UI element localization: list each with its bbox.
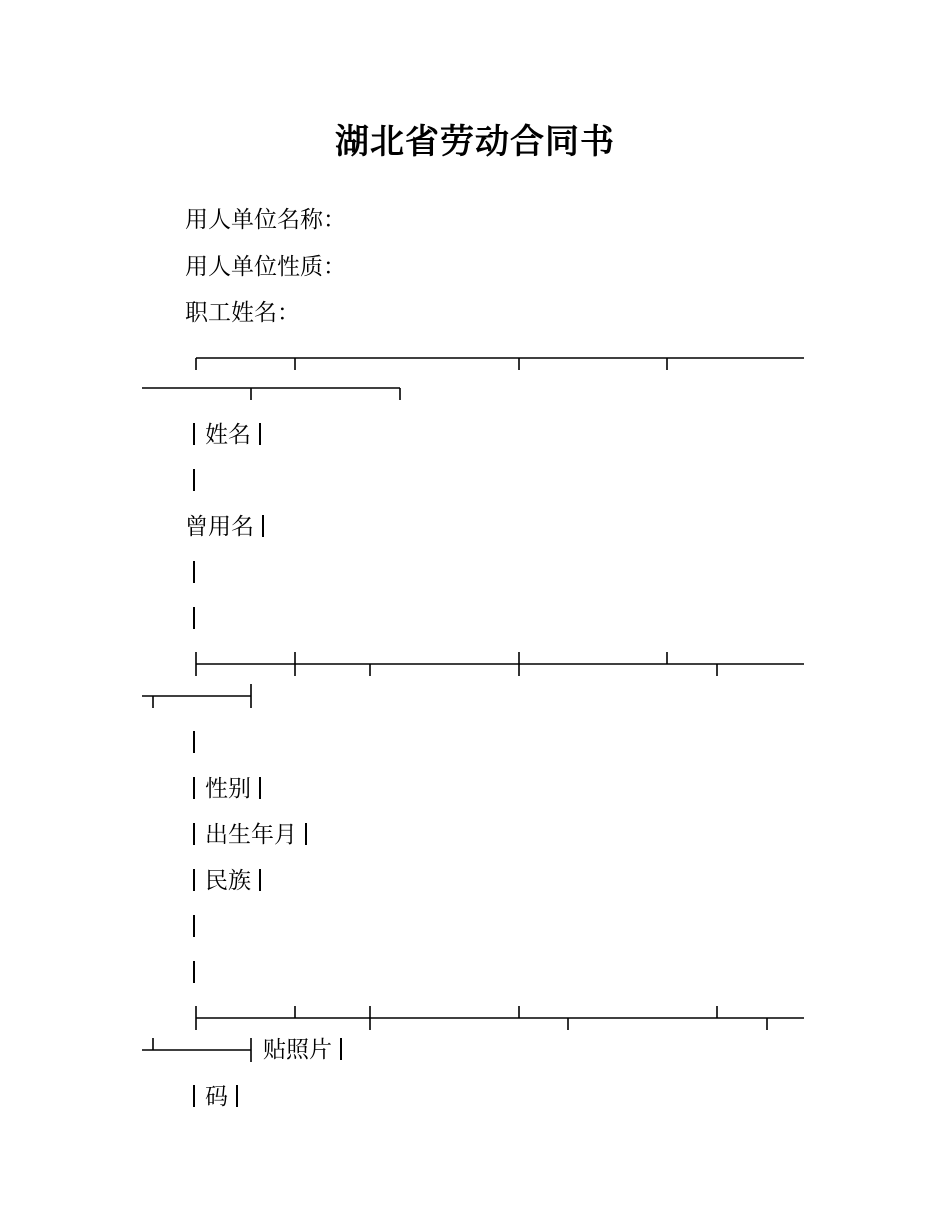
name-row xyxy=(193,419,261,451)
cell-border xyxy=(193,823,195,845)
cell-border xyxy=(340,1038,342,1060)
cell-border xyxy=(193,869,195,891)
table-border-bottom xyxy=(0,1006,950,1066)
empty-cell-row xyxy=(193,465,195,497)
employer-type-label: 用人单位性质： xyxy=(185,254,346,280)
photo-label: 贴照片 xyxy=(263,1037,332,1063)
code-row xyxy=(193,1081,238,1113)
former-name-label: 曾用名 xyxy=(185,514,254,540)
gender-row xyxy=(193,773,261,805)
empty-cell-row xyxy=(193,727,195,759)
ethnicity-row xyxy=(193,865,261,897)
code-label: 码 xyxy=(205,1084,228,1110)
empty-cell-row xyxy=(193,603,195,635)
cell-border xyxy=(193,469,195,491)
cell-border xyxy=(193,423,195,445)
cell-border xyxy=(193,777,195,799)
document-title: 湖北省劳动合同书 xyxy=(335,122,615,162)
birth-row xyxy=(193,819,307,851)
cell-border xyxy=(259,423,261,445)
cell-border xyxy=(259,869,261,891)
cell-border xyxy=(305,823,307,845)
name-label: 姓名 xyxy=(205,422,251,448)
cell-border xyxy=(193,561,195,583)
ethnicity-label: 民族 xyxy=(205,868,251,894)
employee-name-label: 职工姓名： xyxy=(185,300,300,326)
cell-border xyxy=(193,731,195,753)
table-border-middle xyxy=(0,652,950,712)
empty-cell-row xyxy=(193,957,195,989)
cell-border xyxy=(262,515,264,537)
empty-cell-row xyxy=(193,557,195,589)
cell-border xyxy=(193,607,195,629)
former-name-row xyxy=(185,511,264,543)
cell-border xyxy=(193,961,195,983)
cell-border xyxy=(259,777,261,799)
cell-border xyxy=(193,915,195,937)
cell-border xyxy=(193,1085,195,1107)
cell-border xyxy=(236,1085,238,1107)
employer-name-label: 用人单位名称： xyxy=(185,207,346,233)
table-border-top xyxy=(0,350,950,410)
photo-row xyxy=(251,1034,342,1066)
birth-label: 出生年月 xyxy=(205,822,297,848)
gender-label: 性别 xyxy=(205,776,251,802)
empty-cell-row xyxy=(193,911,195,943)
